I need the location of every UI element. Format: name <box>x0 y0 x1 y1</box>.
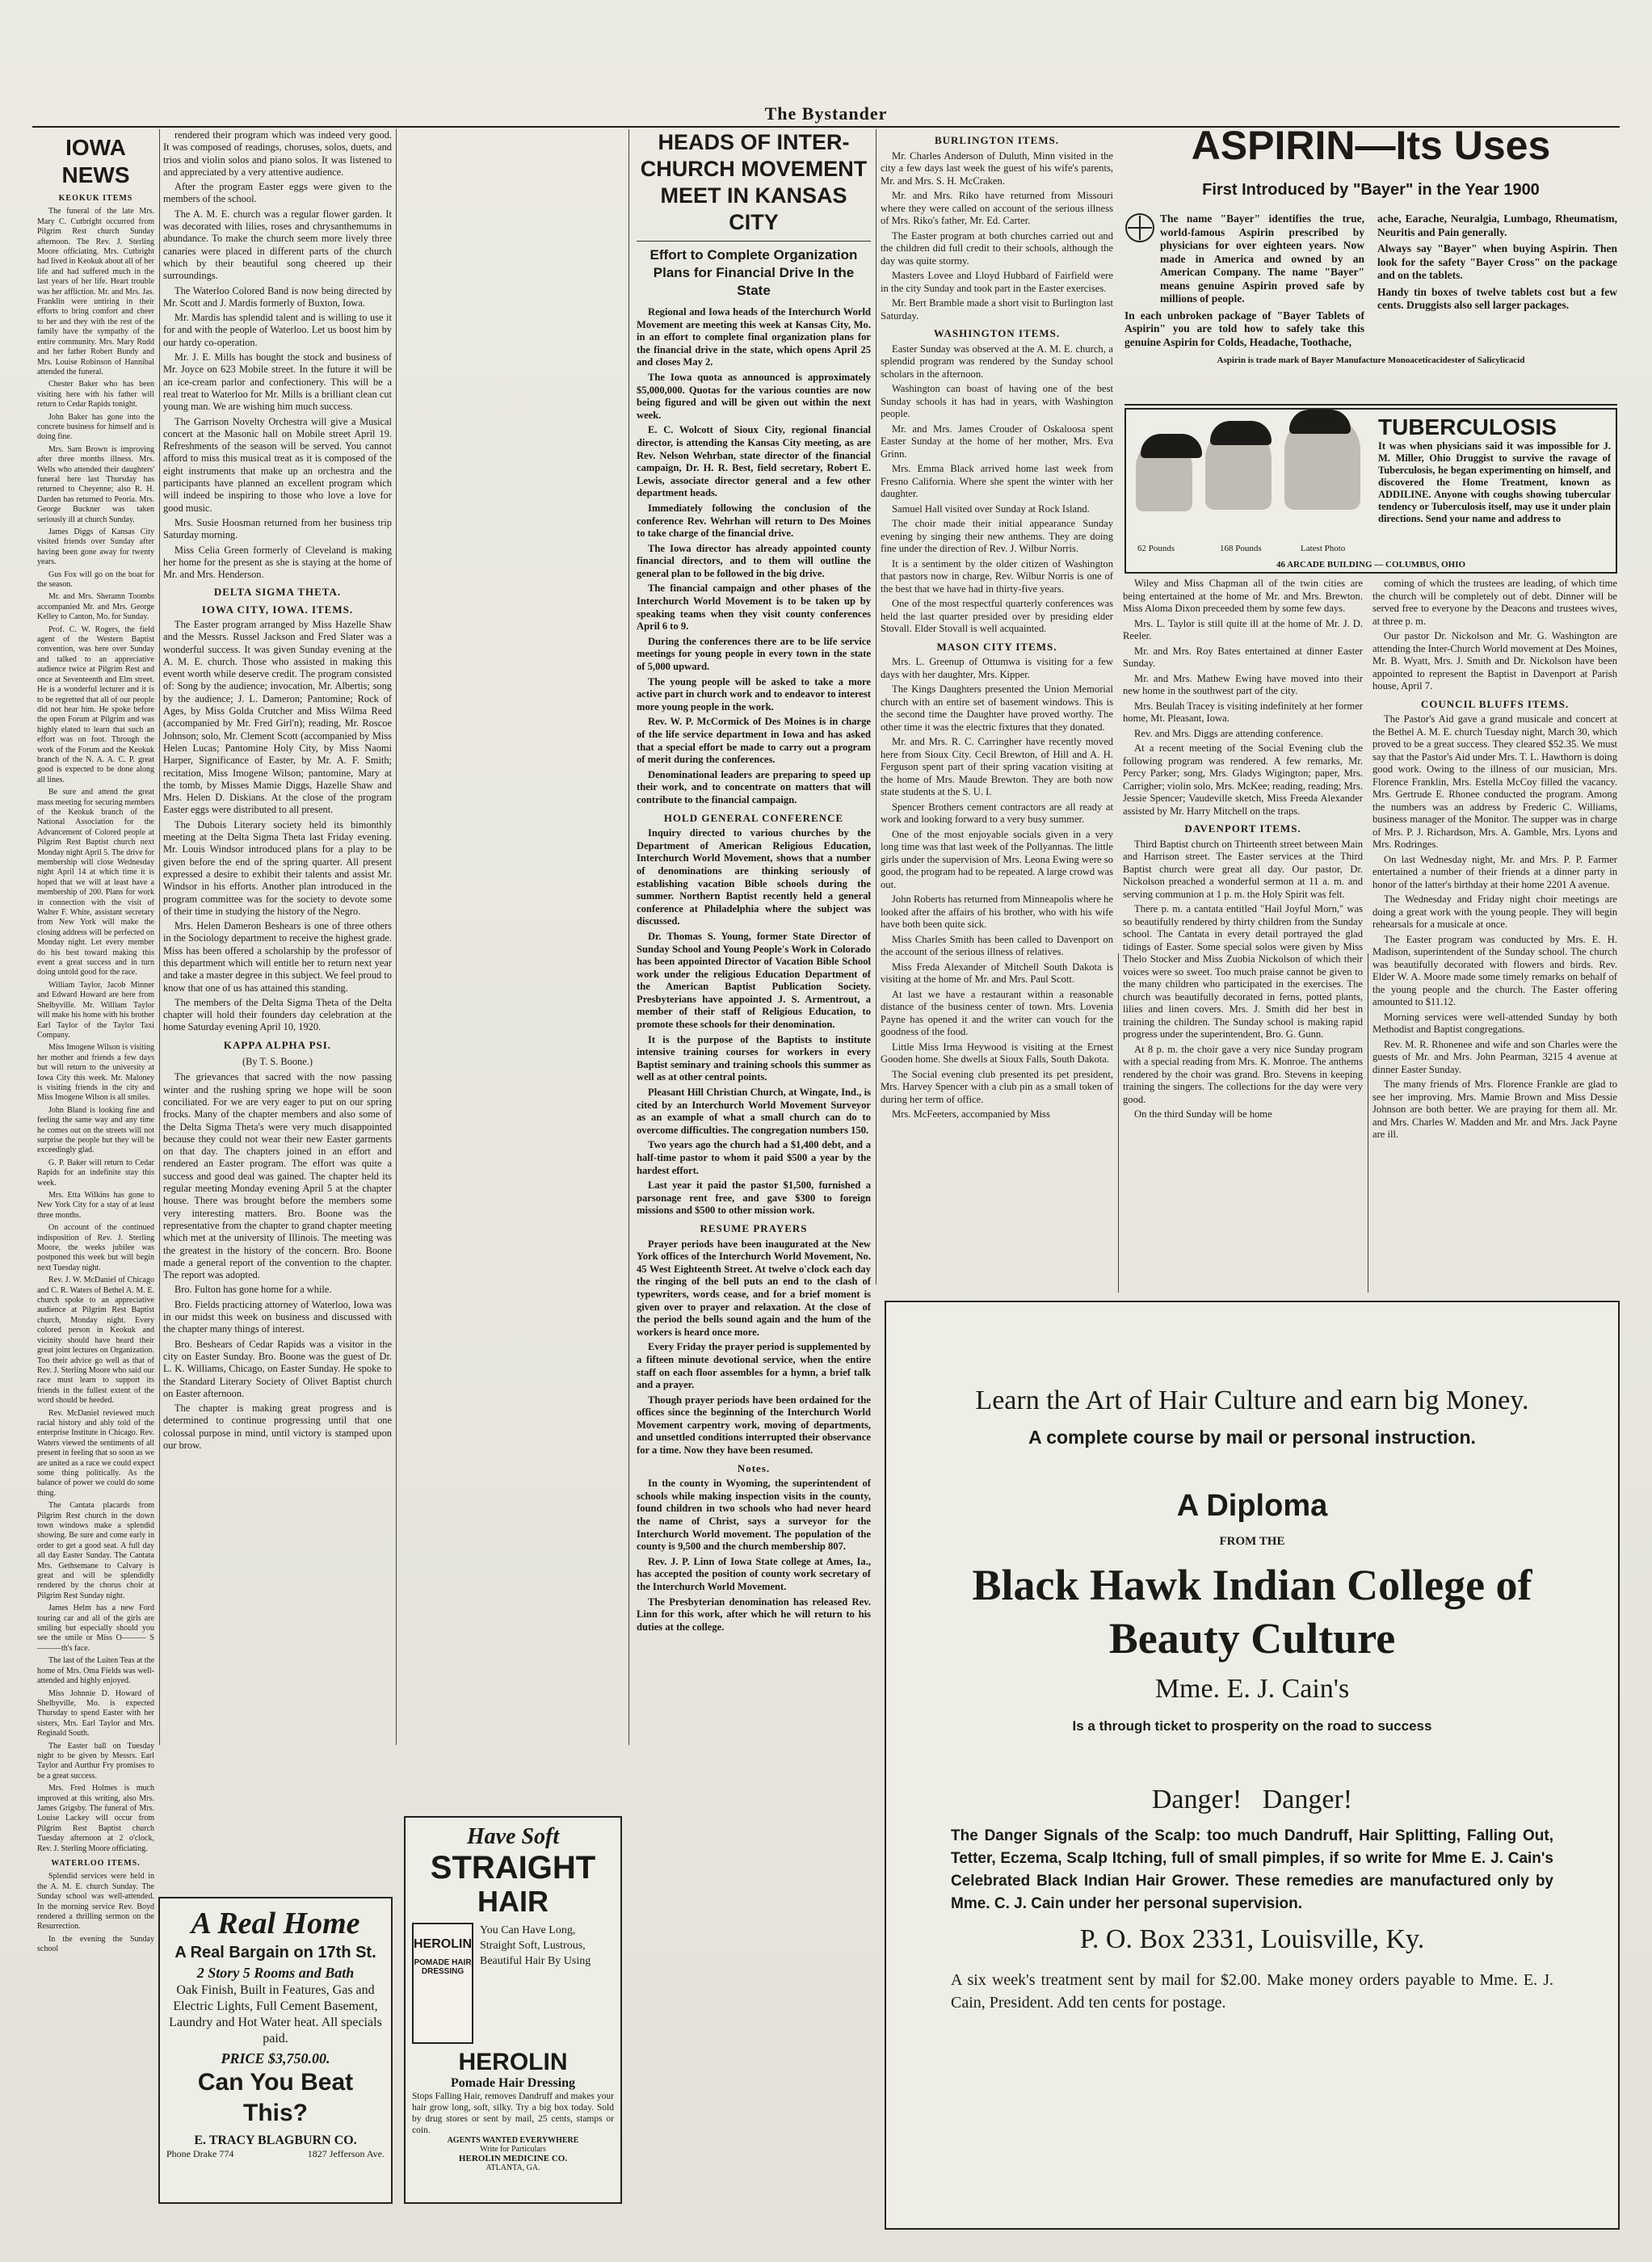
article-paragraph: The chapter is making great progress and is determined to continue progressing until that one colossal purpose in mind, until victory is stamped upon our brow. <box>163 1402 392 1451</box>
article-paragraph: Rev. J. P. Linn of Iowa State college at Ames, Ia., has accepted the position of county work secretary of the Interchurch World Movement. <box>637 1555 871 1592</box>
article-paragraph: One of the most respectful quarterly conferences was held the last quarter presided over by presiding elder Stovall. Elder Stovall is well acquainted. <box>881 598 1113 634</box>
ad-signals: The Danger Signals of the Scalp: too much Dandruff, Hair Splitting, Falling Out, Tetter, Eczema, Scalp Itching, full of small pimples, if so write for Mme E. J. Cain's Celebrated Black Indian Hair Grower. These remedies are manufactured only by Mme. C. J. Cain under her personal supervision. <box>951 1827 1553 1912</box>
bayer-cross-icon <box>1124 212 1155 243</box>
article-paragraph: Though prayer periods have been ordained for the offices since the beginning of the Interchurch World Movement carpentry work, moving of departments, and unsettled conditions interrupted their observance for a time. Now they have been resumed. <box>637 1394 871 1457</box>
article-paragraph: Be sure and attend the great mass meeting for securing members of the Keokuk branch of the National Association for the Advancement of Colored people at Pilgrim Rest Baptist church next Monday night April 5. The drive for membership will close Wednesday night April 14 at which time it is hoped that we will at least have a membership of 200. Plans for work in connection with the visit of Walter F. White, assistant secretary from New York will make the closing address will be perfected on Monday night. Let every member do his best toward making this event a great success and in turn doing untold good for the race. <box>37 788 154 978</box>
ad-treatment: A six week's treatment sent by mail for $2.00. Make money orders payable to Mme. E. J. Cain, President. Add ten cents for postage. <box>951 1971 1553 2012</box>
article-paragraph: The funeral of the late Mrs. Mary C. Cutbright occurred from Pilgrim Rest church Sunday afternoon. The Rev. J. Sterling Moore officiating. Mrs. Cutbright had lived in Keokuk about all of her life and had suffered much in the last years of her life. Heart trouble was her affliction. Mr. and Mrs. Jas. Franklin were untiring in their efforts to bring comfort and cheer to her and they with the rest of the family have the sympathy of the entire community. Mrs. Mary Rudd and her father Robert Bundy and Mrs. Louise Robinson of Hannibal attended the funeral. <box>37 207 154 376</box>
article-paragraph: Bro. Fulton has gone home for a while. <box>174 1284 332 1296</box>
article-paragraph: Pleasant Hill Christian Church, at Wingate, Ind., is cited by an Interchurch World Movement Surveyor as an example of what a small church can do to overcome difficulties. The congregation numbers 150. <box>637 1087 871 1136</box>
column-rule <box>396 129 397 1745</box>
article-paragraph: Spencer Brothers cement contractors are all ready at work and looking forward to a very busy summer. <box>881 801 1113 825</box>
article-paragraph: Rev. and Mrs. Diggs are attending conference. <box>1134 727 1323 739</box>
article-paragraph: Mr. J. E. Mills has bought the stock and business of Mr. Joyce on 623 Mobile street. In the future it will be an ice-cream parlor and confectionery. This will be a real treat to Waterloo for Mr. Mills is a brilliant clean cut young man. We are wishing him much success. <box>163 351 392 413</box>
article-paragraph: Two years ago the church had a $1,400 debt, and a half-time pastor to whom it paid $500 a year by the hardest effort. <box>637 1139 871 1176</box>
article-paragraph: Every Friday the prayer period is supplemented by a fifteen minute devotional service, when the entire staff on each floor assembles for a hymn, a brief talk and a prayer. <box>637 1341 871 1391</box>
portrait-image <box>1205 426 1272 510</box>
column-6 <box>1372 578 1617 1280</box>
article-paragraph: On the third Sunday will be home <box>1134 1108 1272 1120</box>
article-paragraph: Mr. Mardis has splendid talent and is willing to use it for and with the people of Waterloo. Let us boost him by our hardy co-operation. <box>163 312 392 348</box>
article-paragraph: rendered their program which was indeed very good. It was composed of readings, choruses, solos, duets, and trios and violin solos and piano solos. It was listened to and appreciated by a very attentive audience. <box>163 129 392 178</box>
article-paragraph: The Social evening club presented its pet president, Mrs. Harvey Spencer with a club pin as a small token of during her term of office. <box>881 1068 1113 1105</box>
article-paragraph: James Helm has a new Ford touring car and all of the girls are smiling but especially should you see the smile or Miss O——— S———th's face. <box>37 1604 154 1653</box>
article-paragraph: The many friends of Mrs. Florence Frankle are glad to see her improving. Mrs. Mamie Brown and Miss Dessie Johnson are both better. We are praying for them all. Mr. and Mrs. Charles W. Madden and Mr. and Mrs. Jack Payne are ill. <box>1372 1078 1617 1140</box>
article-paragraph: The last of the Luiten Teas at the home of Mrs. Oma Fields was well-attended and highly enjoyed. <box>37 1656 155 1686</box>
article-paragraph: Washington can boast of having one of the best Sunday schools it has had in years, with Washington people. <box>881 383 1113 419</box>
beauty-college-ad <box>885 1301 1620 2230</box>
bayer-row <box>1124 212 1364 306</box>
article-paragraph: During the conferences there are to be life service meetings for young people in every town in the state of 5,000 upward. <box>637 635 871 673</box>
ad-col <box>1124 212 1364 349</box>
section-heading: DAVENPORT ITEMS. <box>1184 822 1301 835</box>
section-heading: IOWA CITY, IOWA. ITEMS. <box>201 603 354 616</box>
section-heading: Notes. <box>737 1461 771 1474</box>
ad-text: Handy tin boxes of twelve tablets cost but a few cents. Druggists also sell larger packages. <box>1377 285 1617 311</box>
ad-body: It was when physicians said it was impossible for J. M. Miller, Ohio Druggist to survive the ravage of Tuberculosis, he began experimenting on himself, and discovered the Home Treatment, known as ADDILINE. Anyone with coughs showing tubercular tendency or Tuberculosis itself, may use it under plain directions. Send your name and address to <box>1378 440 1611 524</box>
ad-city: ATLANTA, GA. <box>486 2163 540 2172</box>
article-paragraph: Mrs. Sam Brown is improving after three months illness. Mrs. Wells who attended their daughters' funeral here last Thursday has returned to Cheyenne; also R. H. Darden has returned to Peoria. Mrs. George Buckner was taken seriously ill at church Sunday. <box>37 444 154 524</box>
article-paragraph: coming of which the trustees are leading, of which time the church will be completely out of debt. Dinner will be served free to everyone by the Deacons and trustees wives, at three p. m. <box>1372 578 1617 627</box>
article-paragraph: The Easter program was conducted by Mrs. E. H. Madison, superintendent of the Sunday school. The church was beautifully decorated with flowers and birds. Rev. Elder W. A. Moore made some timely remarks on behalf of the young people and the church. The Easter offering amounted to $11.12. <box>1372 933 1617 1007</box>
ad-line: A Real Bargain on 17th St. <box>174 1944 376 1961</box>
article-paragraph: The Iowa director has already appointed county financial directors, and to them will outline the general plan to be followed in the big drive. <box>637 542 871 579</box>
section-heading: WASHINGTON ITEMS. <box>933 327 1061 339</box>
article-paragraph: At last we have a restaurant within a reasonable distance of the business center of town. Mrs. Lovenia Payne has opened it and the writer can vouch for the goodness of the food. <box>881 988 1113 1037</box>
article-paragraph: Regional and Iowa heads of the Interchurch World Movement are meeting this week at Kansas City, Mo. in an effort to complete final organization plans for the financial drive in the state, which opens April 25 and closes May 2. <box>637 306 871 368</box>
ad-price: PRICE $3,750.00. <box>221 2050 330 2066</box>
ad-title: A Real Home <box>191 1907 360 1940</box>
article-paragraph: Miss Johnnie D. Howard of Shelbyville, Mo. is expected Thursday to spend Easter with her sisters, Mrs. Earl Taylor and Mrs. Reginald South. <box>37 1688 154 1739</box>
college-name: Beauty Culture <box>1108 1614 1396 1663</box>
article-paragraph: Dr. Thomas S. Young, former State Director of Sunday School and Young People's Work in Colorado has been appointed Director of Vacation Bible School work under the religious Education Department of the American Baptist Publication Society. Presbyterians have appointed J. S. Armentrout, a member of their staff of Religious Education, to promote these schools for their denomination. <box>637 930 871 1031</box>
article-paragraph: Miss Imogene Wilson is visiting her mother and friends a few days but will return to the university at Iowa City this week. Mr. Maloney is visiting friends in the city and Miss Imogene Wilson is all smiles. <box>37 1043 154 1103</box>
article-paragraph: John Baker has gone into the concrete business for himself and is doing fine. <box>37 412 154 442</box>
article-paragraph: Inquiry directed to various churches by the Department of American Religious Education, Interchurch World Movement, shows that a number of denominations are thinking seriously of establishing vacation Bible schools during the summer. Northern Baptist recently held a general conference at Philadelphia where the subject was discussed. <box>637 827 871 927</box>
tuberculosis-ad <box>1124 408 1617 574</box>
article-paragraph: Mrs. L. Greenup of Ottumwa is visiting for a few days with her daughter, Mrs. Kipper. <box>881 656 1113 680</box>
portrait-caption: 62 Pounds <box>1137 544 1175 553</box>
article-paragraph: The Garrison Novelty Orchestra will give a Musical concert at the Masonic hall on Mobile street April 19. Refreshments of the season will be served. You cannot afford to miss this musical treat as it is composed of the eight instruments that make up an orchestra and the participants have planned an excellent program which will indeed be inspiring to those who love a love for good music. <box>163 415 392 514</box>
ad-line: Learn the Art of Hair Culture and earn big Money. <box>975 1385 1529 1415</box>
ad-body: Stops Falling Hair, removes Dandruff and makes your hair grow long, soft, silky. Try a big box today. Sold by drug stores or sent by mail, 25 cents, stamps or coin. <box>412 2092 614 2135</box>
column-rule <box>159 129 160 1745</box>
article-paragraph: Rev. McDaniel reviewed much racial history and ably told of the enterprise Institute in Chicago. Rev. Waters viewed the sentiments of all present in feeling that so soon as we are united as a race we could expect some thing politically. As the balance of power we could do some thing. <box>37 1408 154 1498</box>
portrait-caption: 168 Pounds <box>1220 544 1262 553</box>
article-paragraph: The Waterloo Colored Band is now being directed by Mr. Scott and J. Mardis formerly of Buxton, Iowa. <box>163 284 392 309</box>
article-paragraph: E. C. Wolcott of Sioux City, regional financial director, is attending the Kansas City meeting, as are Rev. Nelson Wehrban, state director of the financial campaign, Dr. H. R. Best, field secretary, Robert E. Lewis, associate director general and a few other department heads. <box>637 424 871 499</box>
article-paragraph: Miss Celia Green formerly of Cleveland is making her home for the present as she is staying at the home of Mr. and Mrs. Henderson. <box>163 544 392 581</box>
ad-brand-sub: Pomade Hair Dressing <box>450 2076 576 2090</box>
article-paragraph: Morning services were well-attended Sunday by both Methodist and Baptist congregations. <box>1372 1011 1617 1035</box>
byline: (By T. S. Boone.) <box>242 1056 313 1068</box>
section-heading: WATERLOO ITEMS. <box>51 1859 141 1868</box>
ad-text: The name "Bayer" identifies the true, world-famous Aspirin prescribed by physicians for over eighteen years. Now made in America and owned by an American Company. The name "Bayer" means genuine Aspirin proved safe by millions of people. <box>1160 212 1364 305</box>
article-paragraph: Miss Freda Alexander of Mitchell South Dakota is visiting at the home of Mr. and Mrs. Paul Scott. <box>881 961 1113 985</box>
article-paragraph: Bro. Fields practicing attorney of Waterloo, Iowa was in our midst this week on business and discussed with the chapter many things of interest. <box>163 1298 392 1335</box>
masthead: The Bystander <box>764 103 888 124</box>
article-paragraph: John Bland is looking fine and feeling the same way and any time he comes out on the streets will not surprise the people but they will be exceedingly glad. <box>37 1105 154 1155</box>
article-paragraph: In the evening the Sunday school <box>37 1934 154 1954</box>
section-heading: HOLD GENERAL CONFERENCE <box>663 811 844 824</box>
portrait-caption: Latest Photo <box>1301 544 1346 553</box>
headline: HEADS OF INTER-CHURCH MOVEMENT MEET IN KANSAS CITY <box>637 129 871 242</box>
article-paragraph: Our pastor Dr. Nickolson and Mr. G. Washington are attending the Inter-Church World movement at Des Moines, Mr. B. Wyatt, Mrs. J. Smith and Dr. Nickolson have been appointed to represent the Baptist in Davenport at Parish house, April 7. <box>1372 630 1617 692</box>
ad-box: P. O. Box 2331, Louisville, Ky. <box>1079 1924 1425 1954</box>
column-rule <box>1118 953 1119 1293</box>
ad-text: In each unbroken package of "Bayer Tablets of Aspirin" you are told how to safely take this genuine Aspirin for Colds, Headache, Toothache, <box>1124 309 1364 348</box>
article-paragraph: Rev. M. R. Rhonenee and wife and son Charles were the guests of Mr. and Mrs. John Pearman, 3215 4 avenue at dinner Easter Sunday. <box>1372 1038 1617 1075</box>
article-paragraph: Prof. C. W. Rogers, the field agent of the Western Baptist convention, was here over Sunday and talked to an appreciative audience twice at Pilgrim Rest and once at Seventeenth and Elm street. He is a wonderful lecturer and it is to be regretted that all of our people did not hear him. He spoke before the open Forum at Pilgrim and was highly elated to learn that such an effort was on foot. Through the work of the Forum and the Keokuk branch of the N. A. A. C. P. great good is expected to be done along all lines. <box>37 624 154 784</box>
section-heading: BURLINGTON ITEMS. <box>934 134 1059 146</box>
article-paragraph: Mrs. Emma Black arrived home last week from Fresno California. Where she spent the winter with her daughter. <box>881 463 1113 499</box>
article-paragraph: In the county in Wyoming, the superintendent of schools while making inspection visits in the county, found children in two schools who had never heard the name of Christ, says a surveyor for the Interchurch World movement. The population of the county is 9,500 and the church membership 807. <box>637 1478 871 1553</box>
article-paragraph: Mr. and Mrs. Mathew Ewing have moved into their new home in the southwest part of the city. <box>1123 672 1363 696</box>
article-paragraph: Little Miss Irma Heywood is visiting at the Ernest Gooden home. She dwells at Sioux Falls, South Dakota. <box>881 1041 1113 1065</box>
ad-contact <box>166 2148 385 2160</box>
ad-danger: Danger! Danger! <box>1151 1785 1353 1814</box>
article-paragraph: The Iowa quota as announced is approximately $5,000,000. Quotas for the various counties are now being figured and will be given out within the next week. <box>637 371 871 421</box>
article-paragraph: Mr. Charles Anderson of Duluth, Minn visited in the city a few days last week the guest of his wife's parents, Mr. and Mrs. S. H. McCraken. <box>881 149 1113 187</box>
article-paragraph: Mrs. Fred Holmes is much improved at this writing, also Mrs. James Grigsby. The funeral of Mrs. Louise Lackey will occur from Pilgrim Rest Baptist church Tuesday afternoon at 2 o'clock, Rev. J. Sterling Moore officiating. <box>37 1784 154 1853</box>
article-paragraph: Mr. and Mrs. James Crouder of Oskaloosa spent Easter Sunday at the home of her mother, Mrs. Eva Grinn. <box>881 423 1113 460</box>
article-paragraph: Denominational leaders are preparing to speed up their work, and to concentrate on matters that will contribute to the financial campaign. <box>637 768 871 805</box>
article-paragraph: There p. m. a cantata entitled "Hail Joyful Morn," was so beautifully rendered by thirty children from the Sunday school. The Cantata in every detail portrayed the glad tidings of Easter. Some special solos were given by Miss Thelo Stocker and Miss Zuobia Nickolson of which their voices were so sweet. Too much praise cannot be given to the many children who participated in the exercises. The church was beautifully decorated in ferns, potted plants, lilies and linen covers. Mrs. J. Smith did her best in training the children. The Sunday school is making rapid progress under the superintendent, Bro. G. Gunn. <box>1123 903 1363 1040</box>
jar-label: HEROLIN <box>414 1937 472 1951</box>
column-rule <box>628 129 629 1745</box>
herolin-ad <box>404 1816 622 2204</box>
article-paragraph: After the program Easter eggs were given to the members of the school. <box>163 181 392 205</box>
article-paragraph: Rev. W. P. McCormick of Des Moines is in charge of the life service department in Iowa and has asked that a special effort be made to carry out a program of merit during the conferences. <box>637 716 871 766</box>
article-paragraph: Mr. and Mrs. Sheramn Toombs accompanied Mr. and Mrs. George Kelley to Canton, Mo. for Sunday. <box>37 592 154 622</box>
section-heading: DELTA SIGMA THETA. <box>213 586 342 599</box>
article-paragraph: Prayer periods have been inaugurated at the New York offices of the Interchurch World Movement, No. 45 West Eighteenth Street. At twelve o'clock each day the ringing of the bell puts an end to the clash of typewriters, words cease, and for a brief moment is given over to prayer and relaxation. At the close of the period the bells sound again and the hum of the workers is heard once more. <box>637 1238 871 1338</box>
article-paragraph: Mr. and Mrs. Roy Bates entertained at dinner Easter Sunday. <box>1123 645 1363 669</box>
ad-company: HEROLIN MEDICINE CO. <box>458 2154 568 2163</box>
article-paragraph: Chester Baker who has been visiting here with his father will return to Cedar Rapids tonight. <box>37 380 154 410</box>
article-paragraph: Third Baptist church on Thirteenth street between Main and Harrison street. The Easter services at the Third Baptist church were great all day. Our pastor, Dr. Nickolson preached a wonderful sermon at 11 a. m. and serving communion at 1 p. m. the Holy Spirit was felt. <box>1123 838 1363 900</box>
article-paragraph: Mrs. Etta Wilkins has gone to New York City for a stay of at least three months. <box>37 1191 154 1220</box>
article-paragraph: Mrs. Beulah Tracey is visiting indefinitely at her former home, Mt. Pleasant, Iowa. <box>1123 700 1363 724</box>
ad-footer: Aspirin is trade mark of Bayer Manufacture Monoaceticacidester of Salicylicacid <box>1217 355 1525 365</box>
article-paragraph: The Easter program arranged by Miss Hazelle Shaw and the Messrs. Russel Jackson and Fred Slater was a wonderful success. It was given Sunday evening at the A. M. E. church. Those who assisted in making this event worth while deserve credit. The program consisted of: Song by the audience; invocation, Mr. Albertis; song by the audience; J. L. Dameron; Pantomine; Rock of Ages, by Miss Golda Crutcher and Miss Wilma Reed (accompanied by Mr. Fred Girl'n); reading, Mr. Roscoe Johnson; solo, Mr. Clement Scott (accompanied by Miss Helen Lucas; Pantomine Holy City, by Miss Naomi Harper, Significance of Easter, by Mr. A. F. Smith; recitation, Miss Imogene Wilson; pantomine, Mary at the tomb, by Misses Mamie Diggs, Hazelle Shaw and Mrs. Helen D. Diskians. At the close of the program Easter eggs were distributed to all present. <box>163 618 392 816</box>
article-paragraph: Mr. Bert Bramble made a short visit to Burlington last Saturday. <box>881 297 1113 322</box>
article-paragraph: At 8 p. m. the choir gave a very nice Sunday program with a special reading from Mrs. K. Monroe. The anthems rendered by the choir was grand. Bro. Stevens in keeping training the singers. The collections for the day were very good. <box>1123 1043 1363 1105</box>
article-paragraph: Immediately following the conclusion of the conference Rev. Wehrhan will return to Des Moines to take charge of the financial drive. <box>637 502 871 540</box>
subheadline: Effort to Complete Organization Plans for Financial Drive In the State <box>649 247 858 298</box>
article-paragraph: The Easter program at both churches carried out and the children did full credit to their schools, although the day was quite stormy. <box>881 229 1113 267</box>
ad-line: 2 Story 5 Rooms and Bath <box>196 1965 355 1981</box>
ad-text: ache, Earache, Neuralgia, Lumbago, Rheumatism, Neuritis and Pain generally. <box>1377 212 1617 238</box>
section-heading: KEOKUK ITEMS <box>58 194 133 203</box>
article-paragraph: The Easter ball on Tuesday night to be given by Messrs. Earl Taylor and Aurthur Fry promises to be a great success. <box>37 1741 154 1781</box>
college-name: Black Hawk Indian College of <box>972 1561 1532 1609</box>
iowa-news-title: IOWA NEWS <box>61 135 130 187</box>
ad-owner: Mme. E. J. Cain's <box>1154 1674 1350 1704</box>
ad-subtitle: First Introduced by "Bayer" in the Year 1900 <box>1202 181 1540 199</box>
article-paragraph: Last year it paid the pastor $1,500, furnished a parsonage rent free, and gave $300 to foreign missions and $500 to other mission work. <box>637 1179 871 1217</box>
ad-from: FROM THE <box>1219 1535 1285 1548</box>
article-paragraph: The financial campaign and other phases of the Interchurch World Movement is to be taken up by speaking teams when they visit county conferences April 6 to 9. <box>637 582 871 633</box>
column-4 <box>881 129 1113 1293</box>
portrait-image <box>1284 414 1360 510</box>
section-heading: COUNCIL BLUFFS ITEMS. <box>1420 697 1570 710</box>
article-paragraph: On last Wednesday night, Mr. and Mrs. P. P. Farmer entertained a number of their friends at a dinner party in honor of the latter's birthday at their home 2201 A avenue. <box>1372 853 1617 890</box>
tb-portraits <box>1131 414 1373 560</box>
article-paragraph: The Dubois Literary society held its bimonthly meeting at the Delta Sigma Theta last Friday evening. Mr. Louis Windsor introduced plans for a play to be given before the end of the spring quarter. All present expressed a desire to exhibit their talents and assist Mr. Windsor in his efforts. Another plan introduced in the program committee was for the society to devote some of their time in studying the history of the Negro. <box>163 818 392 917</box>
article-paragraph: The grievances that sacred with the now passing winter and the rushing spring we hope will be soon conciliated. For we are very eager to put on our spring frocks. Many of the chapter members and also some of the Delta Sigma Theta's were very much disappointed because they could not wear their new Easter garments on that day. The chapters joined in an effort and rendered an Easter program. The effort was quite a success and good deal was gained. The chapter held its regular meeting Monday evening April 5 at the chapter house. There was brought before the members some very interesting matters. Bro. Boone was the representative from the chapter to grand chapter meeting which met at the university of Illinois. The meeting was the greatest in the history of the concern. Bro. Boone made a general report of the convention to the chapter. The report was adopted. <box>163 1071 392 1281</box>
article-paragraph: Bro. Beshears of Cedar Rapids was a visitor in the city on Easter Sunday. Bro. Boone was the guest of Dr. L. K. Williams, Chicago, on Easter Sunday. He spoke to the Standard Literary Society of Olivet Baptist church on Easter afternoon. <box>163 1338 392 1399</box>
ad-company: E. TRACY BLAGBURN CO. <box>194 2134 357 2147</box>
column-2 <box>163 129 392 1810</box>
ad-body <box>1124 212 1617 349</box>
article-paragraph: The Pastor's Aid gave a grand musicale and concert at the Bethel A. M. E. church Tuesday night, March 30, which proved to be a great success. They cleared $52.35. We must say that the Pastor's Aid under Mrs. T. L. Hawthorn is doing good work. Owing to the illness of our musician, Mrs. Florence Franklin, Mrs. Estella McCoy filled the vacancy. Mrs. Gertrude E. Rhonee conducted the program. Among the numbers was an address by Frederic C. Williams, business manager of the Monitor. The supper was in charge of Mrs. P. J. Richardson, Mrs. A. Gamble, Mrs. Lyons and Mrs. Rodringes. <box>1372 713 1617 850</box>
article-paragraph: The choir made their initial appearance Sunday evening by singing their new anthems. They are doing fine under the direction of Rev. J. Wilbur Norris. <box>881 518 1113 554</box>
article-paragraph: The A. M. E. church was a regular flower garden. It was decorated with lilies, roses and chrysanthemums in abundance. To make the church seem more lively three canaries were placed in different parts of the church which by their beautiful song cheered up their surroundings. <box>163 208 392 282</box>
ad-title: HAIR <box>477 1885 549 1918</box>
ad-tagline: Is a through ticket to prosperity on the road to success <box>1072 1718 1432 1734</box>
real-home-ad <box>158 1897 393 2204</box>
ad-tagline: Have Soft <box>466 1824 560 1849</box>
article-paragraph: Mrs. McFeeters, accompanied by Miss <box>892 1108 1050 1120</box>
section-heading: MASON CITY ITEMS. <box>936 640 1057 653</box>
ad-side-text: You Can Have Long, Straight Soft, Lustrous, Beautiful Hair By Using <box>480 1924 591 1967</box>
article-paragraph: James Diggs of Kansas City visited friends over Sunday after having been gone away for twenty years. <box>37 528 154 567</box>
article-paragraph: Mr. and Mrs. Riko have returned from Missouri where they were called on account of the serious illness of Mrs. Riko's father, Mr. Ed. Carter. <box>881 190 1113 226</box>
ad-col <box>1377 212 1617 349</box>
article-paragraph: It is a sentiment by the older citizen of Washington that pastors now in charge, Rev. Wilbur Norris is one of the best that we have had in thirty-five years. <box>881 557 1113 595</box>
article-paragraph: John Roberts has returned from Minneapolis where he looked after the affairs of his brother, who with his wife have both been quite sick. <box>881 893 1113 930</box>
article-paragraph: Mrs. L. Taylor is still quite ill at the home of Mr. J. D. Reeler. <box>1123 617 1363 641</box>
section-heading: KAPPA ALPHA PSI. <box>223 1038 332 1051</box>
product-jar-icon <box>412 1923 473 2044</box>
tb-row <box>1131 414 1611 560</box>
portrait-image <box>1136 439 1192 511</box>
article-paragraph: Masters Lovee and Lloyd Hubbard of Fairfield were in the city Sunday and took part in the Easter exercises. <box>881 270 1113 294</box>
article-paragraph: On account of the continued indisposition of Rev. J. Sterling Moore, the weeks jubilee was postponed this week but will begin next Tuesday night. <box>37 1223 154 1272</box>
ad-description: Oak Finish, Built in Features, Gas and Electric Lights, Full Cement Basement, Laundry and Hot Water heat. All specials paid. <box>169 1983 382 2045</box>
article-paragraph: The members of the Delta Sigma Theta of the Delta chapter will hold their founders day celebration at the home Saturday evening April 10, 1920. <box>163 996 392 1033</box>
article-paragraph: Rev. J. W. McDaniel of Chicago and C. R. Waters of Bethel A. M. E. church spoke to an appreciative audience at Pilgrim Rest Baptist church, Monday night. Every colored person in Keokuk and vicinity should have heard their great joint lectures on Organization. Too their advice go well as that of Rev. J. Sterling Moore who said our race must learn to support its friends in the fullest extent of the word should be heeded. <box>37 1276 154 1406</box>
article-paragraph: Mrs. Susie Hoosman returned from her business trip Saturday morning. <box>163 516 392 541</box>
article-paragraph: Mr. and Mrs. R. C. Carringher have recently moved here from Sioux City. Cecil Brewton, of Hill and A. H. Ferguson spent part of their spring vacation visiting at the home of Mrs. Maude Brewton. They are both now state students at the S. U. I. <box>881 736 1113 797</box>
article-paragraph: Wiley and Miss Chapman all of the twin cities are being entertained at the home of Mr. and Mrs. Brewton. Miss Aloma Dixon preceeded them by some few days. <box>1123 578 1363 614</box>
ad-write: Write for Particulars <box>480 2145 546 2154</box>
ad-diploma: A Diploma <box>1176 1489 1328 1523</box>
article-paragraph: The Presbyterian denomination has released Rev. Linn for this work, after which he will return to his duties at the college. <box>637 1596 871 1633</box>
article-paragraph: Mrs. Helen Dameron Beshears is one of three others in the Sociology department to receive the highest grade. Miss has been offered a scholarship by the professor of this department which will entitle her to return next year and take a master degree in this subject. We feel proud to know that one of us has attained this standing. <box>163 920 392 994</box>
column-1 <box>37 129 155 1954</box>
article-paragraph: The Cantata placards from Pilgrim Rest church in the down town windows make a splendid showing. Be sure and come early in order to get a good seat. A full day all day Easter Sunday. The Cantata Mrs. Gethsemane to Calvary is great and will be splendidly rendered by the chorus choir at Pilgrim Rest Sunday night. <box>37 1501 154 1600</box>
article-paragraph: Samuel Hall visited over Sunday at Rock Island. <box>892 502 1090 515</box>
ad-brand: HEROLIN <box>458 2049 568 2075</box>
tb-text <box>1378 414 1611 560</box>
article-paragraph: Miss Charles Smith has been called to Davenport on the account of the serious illness of relatives. <box>881 933 1113 957</box>
ad-title: ASPIRIN—Its Uses <box>1191 123 1551 168</box>
ad-agents: AGENTS WANTED EVERYWHERE <box>447 2136 579 2145</box>
column-3 <box>637 129 871 2205</box>
article-paragraph: The Kings Daughters presented the Union Memorial church with an entire set of basement windows. This is the second time the Daughter have proved worthy. The other time it was the electric fixtures that they donated. <box>881 683 1113 733</box>
article-paragraph: The Wednesday and Friday night choir meetings are doing a great work with the young people. They will begin rehearsals for a musicale at once. <box>1372 893 1617 930</box>
article-paragraph: At a recent meeting of the Social Evening club the following program was rendered. A few remarks, Mr. Percy Parker; song, Mrs. Gladys Wigington; paper, Mrs. Carrigher; violin solo, Mrs. McKee; reading, reading; Mrs. Jessie Spencer; Vaudeville sketch, Miss Freeda Alexander assisted by Mr. Harry Mitchell on the traps. <box>1123 742 1363 817</box>
column-5 <box>1123 578 1363 1280</box>
ad-text: Always say "Bayer" when buying Aspirin. Then look for the safety "Bayer Cross" on the package and on the tablets. <box>1377 242 1617 281</box>
ad-line: A complete course by mail or personal instruction. <box>1028 1427 1476 1448</box>
article-paragraph: One of the most enjoyable socials given in a very long time was that last week of the Pollyannas. The little girls under the supervision of Mrs. Leona Ewing were so good, the program had to be repeated. A large crowd was out. <box>881 828 1113 890</box>
ad-product-row <box>412 1918 614 2049</box>
article-paragraph: Gus Fox will go on the boat for the season. <box>37 570 154 590</box>
article-paragraph: Splendid services were held in the A. M. E. church Sunday. The Sunday school was well-attended. In the morning service Rev. Boyd rendered a thrilling sermon on the Resurrection. <box>37 1872 154 1932</box>
section-heading: RESUME PRAYERS <box>700 1221 808 1234</box>
article-paragraph: The young people will be asked to take a more active part in church work and to endeavor to interest more young people in the work. <box>637 675 871 713</box>
aspirin-ad <box>1124 121 1617 406</box>
ad-phone: Phone Drake 774 <box>166 2148 234 2159</box>
ad-title: STRAIGHT <box>430 1850 596 1886</box>
ad-address: 1827 Jefferson Ave. <box>307 2148 385 2159</box>
ad-slogan: Can You Beat This? <box>197 2069 354 2126</box>
article-paragraph: G. P. Baker will return to Cedar Rapids for an indefinite stay this week. <box>37 1158 154 1188</box>
ad-address: 46 ARCADE BUILDING — COLUMBUS, OHIO <box>1276 560 1466 570</box>
article-paragraph: It is the purpose of the Baptists to institute intensive training courses for workers in every Baptist seminary and training schools this summer as well as at other central points. <box>637 1033 871 1083</box>
article-paragraph: William Taylor, Jacob Minner and Edward Howard are here from Shelbyville. Mr. William Taylor will make his home with his brother Earl Taylor of the Taylor Taxi Company. <box>37 980 154 1040</box>
article-paragraph: Easter Sunday was observed at the A. M. E. church, a splendid program was rendered by the Sunday school scholars in the afternoon. <box>881 343 1113 380</box>
ad-title: TUBERCULOSIS <box>1378 414 1557 439</box>
jar-sublabel: POMADE HAIR DRESSING <box>414 1958 472 1976</box>
